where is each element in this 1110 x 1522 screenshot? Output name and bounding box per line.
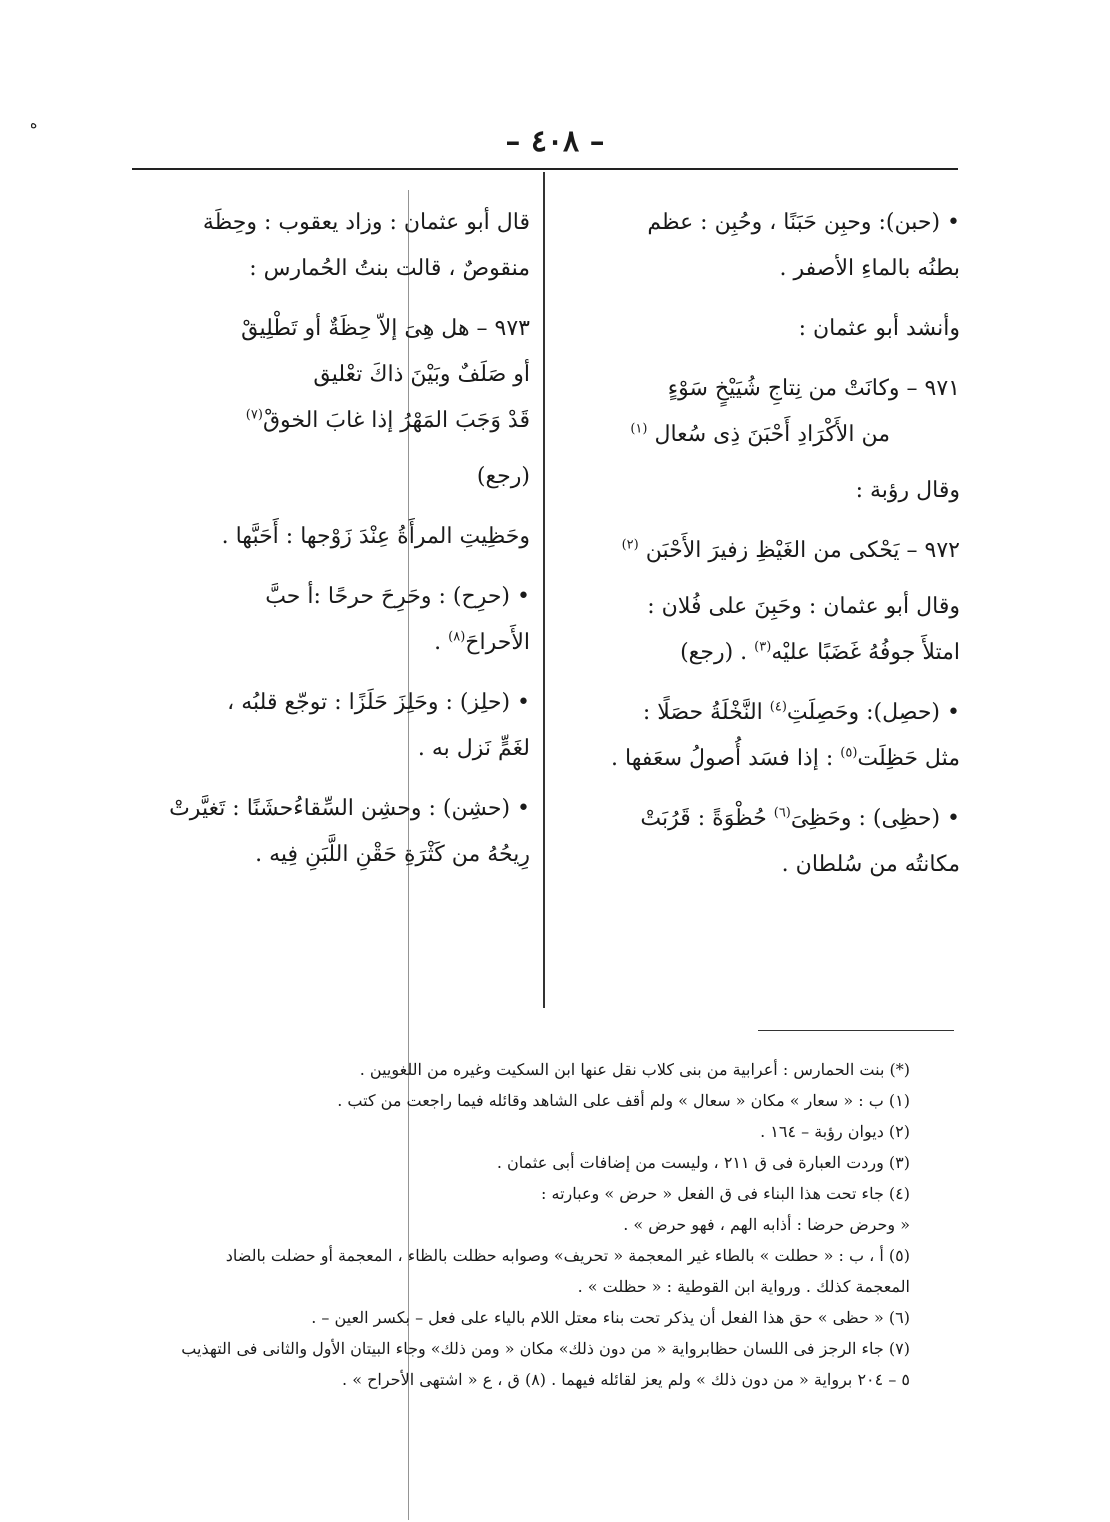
paragraph: وحَظِيتِ المرأَةُ عِنْدَ زَوْجها : أَحَبَّها . xyxy=(221,524,530,549)
footnote: (٣) وردت العبارة فى ق ٢١١ ، وليست من إضافات أبى عثمان . xyxy=(496,1153,910,1172)
return-tag: (رجع) xyxy=(476,464,530,489)
footnote: « وحرض حرضا : أذابه الهم ، فهو حرض » . xyxy=(623,1215,910,1234)
footnote: (٥) أ ، ب : « حطلت » بالطاء غير المعجمة « تحريف» وصوابه حظلت بالظاء ، المعجمة أو حضلت بالضاد xyxy=(225,1246,910,1265)
footnote-rule xyxy=(758,1030,954,1031)
verse-line: ٩٧١ – وكانَتْ من نِتاجِ شُيَيْخٍ سَوْءٍ xyxy=(667,376,960,401)
verse-971 xyxy=(560,366,960,458)
verse-972 xyxy=(560,528,960,574)
corner-mark: ه xyxy=(30,116,38,132)
footnote: (٤) جاء تحت هذا البناء فى ق الفعل « حرض » وعبارته : xyxy=(541,1184,910,1203)
entry-line: مكانتُه من سُلطان . xyxy=(781,852,960,877)
page-number: – ٤٠٨ – xyxy=(505,124,605,159)
footnote-ref: (٥) xyxy=(840,745,858,761)
verse-text: ٩٧٢ – يَحْكى من الغَيْظِ زفيرَ الأَحْبَن xyxy=(645,538,960,563)
paragraph-line: قال أبو عثمان : وزاد يعقوب : وحِظَة xyxy=(202,210,530,235)
footnote-ref: (٧) xyxy=(245,407,263,423)
footnote-ref: (٣) xyxy=(754,639,772,655)
footnote-ref: (٦) xyxy=(773,805,791,821)
entry-line xyxy=(130,620,530,666)
entry-hshn xyxy=(130,786,530,878)
entry-text: . xyxy=(434,630,442,655)
footnote-ref: (٨) xyxy=(448,629,466,645)
footnote: ٥ – ٢٠٤ برواية « من دون ذلك » ولم يعز لقائله فيهما . (٨) ق ، ع « اشتهى الأحراح » . xyxy=(342,1370,910,1389)
paragraph-line xyxy=(560,630,960,676)
paragraph-text: امتلأَ جوفُهُ غَضَبًا عليْه xyxy=(771,640,960,665)
footnote: المعجمة كذلك . ورواية ابن القوطية : « حظلت » . xyxy=(577,1277,910,1296)
verse-973 xyxy=(130,306,530,444)
entry-line: • (حلِز) : وحَلِزَ حَلَزًا : توجّع قلبُه ، xyxy=(227,690,530,715)
entry-line: • (حبن): وحبِن حَبَنًا ، وحُبِن : عظم xyxy=(647,210,960,235)
paragraph-line: وقال أبو عثمان : وحَبِنَ على فُلان : xyxy=(647,594,960,619)
entry-text: • (حصِل): وحَصِلَتِ xyxy=(786,700,960,725)
entry-hbn xyxy=(560,200,960,292)
left-column xyxy=(130,200,530,892)
footnote-ref: (٢) xyxy=(621,537,639,553)
entry-line: • (حرِح) : وحَرِحَ حرحًا :أ حبَّ xyxy=(265,584,530,609)
entry-line: بطنُه بالماءِ الأصفر . xyxy=(779,256,960,281)
entry-text: النَّخْلَةُ حصَلًا : xyxy=(642,700,763,725)
entry-line: رِيحُهُ من كَثْرَةِ حَقْنِ اللَّبَنِ فِيه . xyxy=(255,842,530,867)
right-column xyxy=(560,200,960,902)
verse-line xyxy=(130,398,530,444)
entry-text: مثل حَظِلَت xyxy=(857,746,960,771)
footnote: (٦) « حظى » حق هذا الفعل أن يذكر تحت بناء معتل اللام بالياء على فعل – بكسر العين – . xyxy=(311,1308,910,1327)
verse-line: أو صَلَفٌ وبَيْنَ ذاكَ تعْليق xyxy=(313,362,530,387)
entry-line xyxy=(560,796,960,842)
header-rule xyxy=(132,168,958,170)
footnote: (١) ب : « سعار » مكان « سعال » ولم أقف على الشاهد وقائله فيما راجعت من كتب . xyxy=(337,1091,910,1110)
verse-line xyxy=(560,412,960,458)
entry-hlz xyxy=(130,680,530,772)
return-tag: . (رجع) xyxy=(680,640,748,665)
footnote-ref: (١) xyxy=(630,421,648,437)
entry-hsl xyxy=(560,690,960,782)
entry-line xyxy=(560,690,960,736)
footnotes xyxy=(128,1054,910,1395)
intro-line: وأنشد أبو عثمان : xyxy=(798,316,960,341)
column-divider xyxy=(543,172,545,1008)
entry-hzy xyxy=(560,796,960,888)
entry-text: الأَحراحَ xyxy=(465,630,530,655)
verse-text: من الأَكْرَادِ أَحْبَنَ ذِى سُعال xyxy=(654,422,890,447)
entry-line xyxy=(560,736,960,782)
footnote: (٧) جاء الرجز فى اللسان حظابرواية « من دون ذلك» مكان « ومن ذلك» وجاء البيتان الأول والثانى فى التهذيب xyxy=(181,1339,910,1358)
entry-text: • (حظِى) : وحَظِىَ xyxy=(790,806,960,831)
intro-line: وقال رؤبة : xyxy=(855,478,960,503)
verse-line xyxy=(560,528,960,574)
entry-text: : إذا فسَد أُصولُ سعَفها . xyxy=(611,746,834,771)
verse-text: قَدْ وَجَبَ المَهْرُ إذا غابَ الخوقْ xyxy=(262,408,530,433)
entry-hrh xyxy=(130,574,530,666)
intro-paragraph xyxy=(130,200,530,292)
paragraph-line: منقوصٌ ، قالت بنتُ الحُمارس : xyxy=(249,256,530,281)
entry-line: لغَمٍّ نَزل به . xyxy=(417,736,530,761)
footnote: (*) بنت الحمارس : أعرابية من بنى كلاب نقل عنها ابن السكيت وغيره من اللغويين . xyxy=(359,1060,910,1079)
entry-text: حُظْوَةً : قَرُبَتْ xyxy=(640,806,767,831)
verse-line: ٩٧٣ – هل هِىَ إلاّ حِظَةٌ أو تَطْلِيقْ xyxy=(241,316,530,341)
paragraph xyxy=(560,584,960,676)
footnote-ref: (٤) xyxy=(769,699,787,715)
footnote: (٢) ديوان رؤبة – ١٦٤ . xyxy=(760,1122,910,1141)
entry-line: • (حشِن) : وحشِن السِّقاءُحشَنًا : تَغيَّرتْ xyxy=(169,796,530,821)
